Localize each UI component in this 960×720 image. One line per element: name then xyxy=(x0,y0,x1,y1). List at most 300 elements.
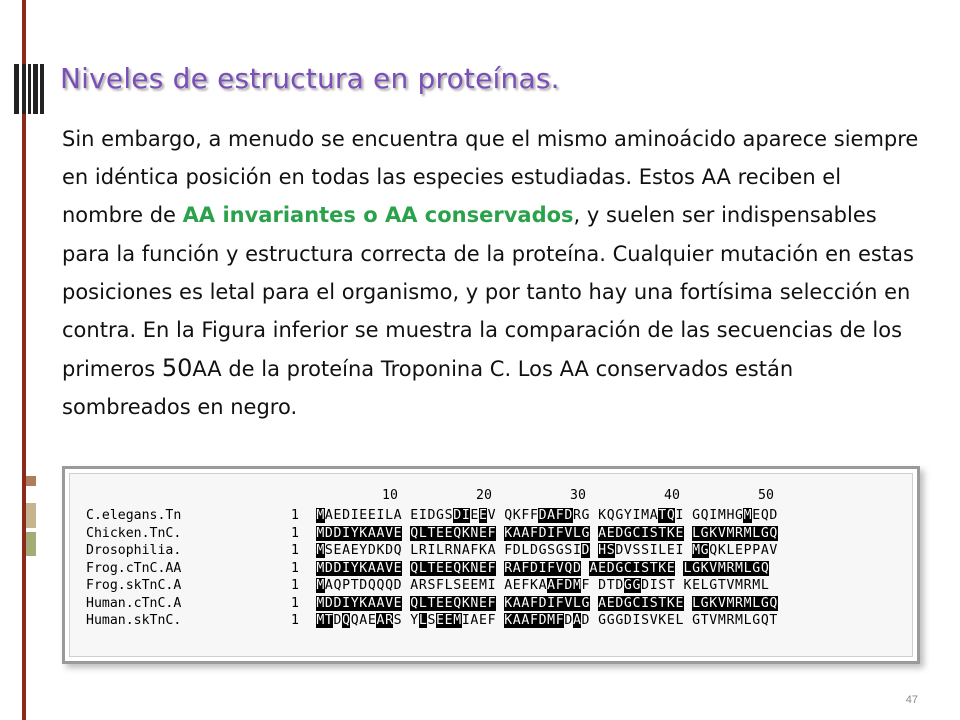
residue: K xyxy=(376,543,385,558)
sequence-block xyxy=(410,596,496,611)
sequence-block xyxy=(410,543,496,558)
ruler-tick: 30 xyxy=(570,488,586,503)
residue: L xyxy=(410,543,419,558)
sequence-block xyxy=(683,561,769,576)
residue: P xyxy=(743,543,752,558)
residue: L xyxy=(692,595,701,611)
residue: L xyxy=(700,578,709,593)
residue: L xyxy=(521,543,530,558)
residue: G xyxy=(760,595,769,611)
residue: E xyxy=(598,560,607,576)
residue: Q xyxy=(760,508,769,523)
residue: K xyxy=(700,560,709,576)
residue: A xyxy=(487,543,496,558)
body-text-part: AA de la proteína Troponina C. Los AA conservados están sombreados en negro. xyxy=(62,357,794,420)
residue: G xyxy=(615,508,624,523)
body-number: 50 xyxy=(161,354,193,383)
residue: G xyxy=(598,613,607,628)
residue: D xyxy=(333,595,342,611)
residue: G xyxy=(692,560,701,576)
residue: R xyxy=(385,613,394,628)
residue: D xyxy=(615,525,624,541)
residue: E xyxy=(444,595,453,611)
residue: F xyxy=(529,508,538,523)
alignment-figure xyxy=(62,466,920,664)
residue: G xyxy=(700,525,709,541)
residue: I xyxy=(632,560,641,576)
residue: F xyxy=(470,543,479,558)
residue: V xyxy=(555,560,564,576)
residue: S xyxy=(547,543,556,558)
sequence-start: 1 xyxy=(291,508,299,523)
residue: Y xyxy=(623,508,632,523)
residue: Q xyxy=(410,560,419,576)
residue: D xyxy=(564,508,573,523)
residue: D xyxy=(615,595,624,611)
residue: V xyxy=(649,613,658,628)
residue: M xyxy=(735,560,743,576)
residue: D xyxy=(581,613,590,628)
residue: R xyxy=(735,595,743,611)
residue: F xyxy=(529,613,538,628)
residue: A xyxy=(512,525,521,541)
residue: T xyxy=(427,525,436,541)
residue: M xyxy=(316,525,325,541)
residue: D xyxy=(581,543,590,558)
residue: L xyxy=(418,560,427,576)
residue: M xyxy=(641,508,650,523)
residue: H xyxy=(726,508,735,523)
residue: D xyxy=(641,578,650,593)
residue: E xyxy=(333,508,342,523)
residue: A xyxy=(589,560,598,576)
residue: I xyxy=(675,543,684,558)
accent-tab xyxy=(26,476,36,486)
sequence-block xyxy=(316,526,402,541)
residue: D xyxy=(324,560,333,576)
residue: S xyxy=(632,543,641,558)
residue: Q xyxy=(342,613,351,628)
sequence-block xyxy=(316,561,402,576)
residue: I xyxy=(632,613,641,628)
residue: I xyxy=(487,578,496,593)
residue: G xyxy=(606,613,615,628)
residue: Q xyxy=(367,578,376,593)
residue: G xyxy=(615,613,624,628)
residue: G xyxy=(581,525,590,541)
residue: K xyxy=(709,525,718,541)
sequence-block xyxy=(692,596,778,611)
residue: K xyxy=(683,578,692,593)
residue: E xyxy=(479,525,487,541)
residue: K xyxy=(461,560,470,576)
residue: F xyxy=(581,578,590,593)
sequence-block xyxy=(316,613,402,628)
residue: F xyxy=(555,525,564,541)
residue: C xyxy=(632,595,641,611)
residue: E xyxy=(470,578,479,593)
residue: M xyxy=(479,578,487,593)
residue: I xyxy=(342,560,351,576)
residue: K xyxy=(461,525,470,541)
residue: Q xyxy=(769,525,778,541)
residue: E xyxy=(479,595,487,611)
residue: T xyxy=(427,560,436,576)
residue: M xyxy=(743,525,752,541)
residue: L xyxy=(658,543,667,558)
residue: F xyxy=(529,595,538,611)
residue: R xyxy=(418,578,427,593)
sequence-block xyxy=(410,561,496,576)
residue: Y xyxy=(350,525,359,541)
residue: Q xyxy=(333,578,342,593)
residue: G xyxy=(760,525,769,541)
residue: D xyxy=(538,508,547,523)
residue: K xyxy=(709,595,718,611)
residue: G xyxy=(623,525,632,541)
residue: S xyxy=(444,508,453,523)
residue: Y xyxy=(410,613,419,628)
residue: V xyxy=(726,578,735,593)
residue: V xyxy=(385,525,394,541)
residue: E xyxy=(444,613,453,628)
residue: Y xyxy=(350,595,359,611)
sequence-block xyxy=(316,596,402,611)
body-text-part: , y suelen ser indispensables para la función y estructura correcta de la proteína. Cualquier mutación en estas posiciones es letal para el organismo, y por tanto hay una fortísima selección en contra. En la Figura inferior se muestra la comparación de las secuencias de los primeros xyxy=(62,203,914,382)
residue: S xyxy=(641,560,650,576)
residue: H xyxy=(598,543,607,558)
sequence-block xyxy=(504,561,581,576)
residue: M xyxy=(316,578,325,593)
residue: K xyxy=(504,525,513,541)
residue: D xyxy=(512,543,521,558)
residue: V xyxy=(487,508,496,523)
residue: V xyxy=(717,525,726,541)
residue: L xyxy=(418,525,427,541)
residue: I xyxy=(342,595,351,611)
residue: C xyxy=(632,525,641,541)
sequence-block xyxy=(589,561,675,576)
residue: T xyxy=(324,613,333,628)
residue: R xyxy=(444,543,453,558)
residue: G xyxy=(700,595,709,611)
sequence-block xyxy=(692,613,778,628)
residue: L xyxy=(752,595,761,611)
residue: G xyxy=(752,613,761,628)
residue: A xyxy=(324,578,333,593)
residue: Q xyxy=(410,595,419,611)
sequence-start: 1 xyxy=(291,560,299,576)
residue: E xyxy=(479,560,487,576)
residue: A xyxy=(504,578,513,593)
residue: V xyxy=(769,543,778,558)
sequence-start: 1 xyxy=(291,613,299,628)
sequence-block xyxy=(692,543,778,558)
residue: A xyxy=(649,508,658,523)
residue: Q xyxy=(700,508,709,523)
page-number: 47 xyxy=(905,694,918,706)
accent-tab xyxy=(26,503,36,528)
residue: K xyxy=(461,595,470,611)
alignment-panel xyxy=(69,473,913,657)
residue: M xyxy=(547,613,556,628)
residue: Q xyxy=(606,508,615,523)
residue: A xyxy=(367,525,376,541)
body-paragraph xyxy=(62,120,922,427)
residue: A xyxy=(521,613,530,628)
residue: E xyxy=(436,613,444,628)
residue: K xyxy=(504,595,513,611)
residue: G xyxy=(692,508,701,523)
residue: A xyxy=(324,508,333,523)
residue: Q xyxy=(504,508,513,523)
sequence-name: Frog.cTnC.AA xyxy=(86,560,182,576)
residue: A xyxy=(376,613,385,628)
residue: A xyxy=(512,595,521,611)
residue: S xyxy=(564,543,573,558)
residue: F xyxy=(487,525,496,541)
residue: V xyxy=(623,543,632,558)
residue: R xyxy=(726,560,735,576)
residue: F xyxy=(555,613,564,628)
sequence-block xyxy=(598,526,684,541)
residue: Q xyxy=(376,578,385,593)
sequence-block xyxy=(316,578,402,593)
ruler-tick: 40 xyxy=(664,488,680,503)
residue: E xyxy=(512,578,521,593)
residue: T xyxy=(649,560,658,576)
residue: D xyxy=(342,508,351,523)
residue: M xyxy=(726,595,735,611)
sequence-name: Frog.skTnC.A xyxy=(86,578,182,593)
sequence-start: 1 xyxy=(291,525,299,541)
residue: L xyxy=(572,525,581,541)
sequence-name: Chicken.TnC. xyxy=(86,525,182,541)
residue: E xyxy=(735,543,743,558)
residue: F xyxy=(547,560,556,576)
sequence-name: Human.cTnC.A xyxy=(86,595,182,611)
residue: V xyxy=(709,560,718,576)
sequence-block xyxy=(410,508,496,523)
residue: E xyxy=(606,595,615,611)
residue: I xyxy=(641,595,650,611)
residue: M xyxy=(316,595,325,611)
residue: T xyxy=(658,525,667,541)
residue: D xyxy=(427,508,436,523)
residue: A xyxy=(376,560,385,576)
residue: I xyxy=(461,613,470,628)
residue: D xyxy=(529,560,538,576)
residue: K xyxy=(717,543,726,558)
residue: L xyxy=(675,613,684,628)
residue: A xyxy=(521,595,530,611)
sequence-block xyxy=(316,543,402,558)
residue: R xyxy=(504,560,513,576)
residue: D xyxy=(623,613,632,628)
sequence-start: 1 xyxy=(291,595,299,611)
sequence-block xyxy=(683,578,769,593)
slide-title: Niveles de estructura en proteínas. xyxy=(60,62,560,95)
residue: L xyxy=(743,613,752,628)
residue: M xyxy=(316,508,325,523)
residue: D xyxy=(529,543,538,558)
residue: Y xyxy=(359,543,368,558)
residue: I xyxy=(427,543,436,558)
residue: I xyxy=(572,543,581,558)
residue: Q xyxy=(709,543,718,558)
residue: N xyxy=(470,595,479,611)
residue: D xyxy=(615,578,624,593)
sequence-block xyxy=(598,543,684,558)
residue: I xyxy=(342,525,351,541)
residue: I xyxy=(350,508,359,523)
residue: M xyxy=(743,508,752,523)
residue: G xyxy=(692,613,701,628)
residue: E xyxy=(436,525,444,541)
residue: V xyxy=(564,595,573,611)
sequence-block xyxy=(316,508,402,523)
residue: G xyxy=(752,560,761,576)
sequence-start: 1 xyxy=(291,578,299,593)
residue: S xyxy=(658,578,667,593)
residue: F xyxy=(504,543,513,558)
residue: D xyxy=(324,595,333,611)
residue: E xyxy=(470,508,479,523)
residue: T xyxy=(350,578,359,593)
residue: I xyxy=(709,508,718,523)
residue: D xyxy=(572,560,581,576)
residue: E xyxy=(666,613,675,628)
residue: F xyxy=(521,578,530,593)
residue: L xyxy=(436,543,444,558)
residue: E xyxy=(444,525,453,541)
sequence-block xyxy=(598,613,684,628)
ruler-tick: 20 xyxy=(476,488,492,503)
residue: S xyxy=(427,613,436,628)
residue: L xyxy=(683,560,692,576)
residue: E xyxy=(666,543,675,558)
residue: E xyxy=(393,595,402,611)
residue: N xyxy=(470,560,479,576)
residue: D xyxy=(393,578,402,593)
residue: I xyxy=(461,508,470,523)
residue: V xyxy=(385,560,394,576)
residue: S xyxy=(606,543,615,558)
residue: E xyxy=(666,560,675,576)
residue: T xyxy=(606,578,615,593)
residue: Q xyxy=(410,525,419,541)
residue: E xyxy=(675,595,684,611)
residue: D xyxy=(564,613,573,628)
residue: E xyxy=(410,508,419,523)
residue: G xyxy=(700,543,709,558)
residue: E xyxy=(367,508,376,523)
residue: F xyxy=(436,578,444,593)
residue: M xyxy=(735,613,743,628)
residue: T xyxy=(658,508,667,523)
residue: E xyxy=(393,560,402,576)
residue: Q xyxy=(350,613,359,628)
residue: A xyxy=(512,613,521,628)
residue: E xyxy=(333,543,342,558)
residue: E xyxy=(479,613,487,628)
residue: L xyxy=(692,525,701,541)
residue: L xyxy=(760,578,769,593)
residue: D xyxy=(333,525,342,541)
title-decoration xyxy=(14,64,54,114)
sequence-block xyxy=(598,596,684,611)
residue: G xyxy=(709,578,718,593)
residue: I xyxy=(675,508,684,523)
ruler-tick: 50 xyxy=(758,488,774,503)
sequence-block xyxy=(410,613,496,628)
residue: R xyxy=(572,508,581,523)
residue: D xyxy=(769,508,778,523)
residue: Y xyxy=(350,560,359,576)
residue: K xyxy=(658,560,667,576)
residue: R xyxy=(726,613,735,628)
residue: E xyxy=(692,578,701,593)
residue: A xyxy=(521,525,530,541)
residue: Q xyxy=(393,543,402,558)
residue: L xyxy=(752,525,761,541)
residue: G xyxy=(555,543,564,558)
residue: Q xyxy=(453,560,462,576)
residue: F xyxy=(555,508,564,523)
residue: R xyxy=(418,543,427,558)
residue: E xyxy=(367,613,376,628)
residue: I xyxy=(547,595,556,611)
residue: L xyxy=(418,613,427,628)
residue: E xyxy=(752,508,761,523)
residue: M xyxy=(692,543,701,558)
sequence-block xyxy=(504,613,590,628)
residue: T xyxy=(717,578,726,593)
residue: P xyxy=(342,578,351,593)
residue: A xyxy=(538,578,547,593)
residue: K xyxy=(666,525,675,541)
residue: L xyxy=(726,543,735,558)
residue: T xyxy=(658,595,667,611)
residue: K xyxy=(504,613,513,628)
residue: M xyxy=(726,525,735,541)
residue: D xyxy=(359,578,368,593)
residue: Q xyxy=(760,613,769,628)
highlighted-term: AA invariantes o AA conservados xyxy=(182,203,574,228)
residue: M xyxy=(717,613,726,628)
residue: V xyxy=(385,595,394,611)
residue: K xyxy=(666,595,675,611)
residue: I xyxy=(538,560,547,576)
residue: V xyxy=(564,525,573,541)
residue: V xyxy=(717,595,726,611)
residue: A xyxy=(376,595,385,611)
residue: M xyxy=(717,508,726,523)
residue: E xyxy=(359,508,368,523)
residue: K xyxy=(598,508,607,523)
residue: K xyxy=(479,543,487,558)
residue: E xyxy=(393,525,402,541)
residue: D xyxy=(333,613,342,628)
residue: D xyxy=(324,525,333,541)
sequence-block xyxy=(598,508,684,523)
residue: M xyxy=(735,578,743,593)
residue: N xyxy=(453,543,462,558)
residue: G xyxy=(623,595,632,611)
residue: A xyxy=(760,543,769,558)
residue: F xyxy=(521,560,530,576)
residue: E xyxy=(444,560,453,576)
